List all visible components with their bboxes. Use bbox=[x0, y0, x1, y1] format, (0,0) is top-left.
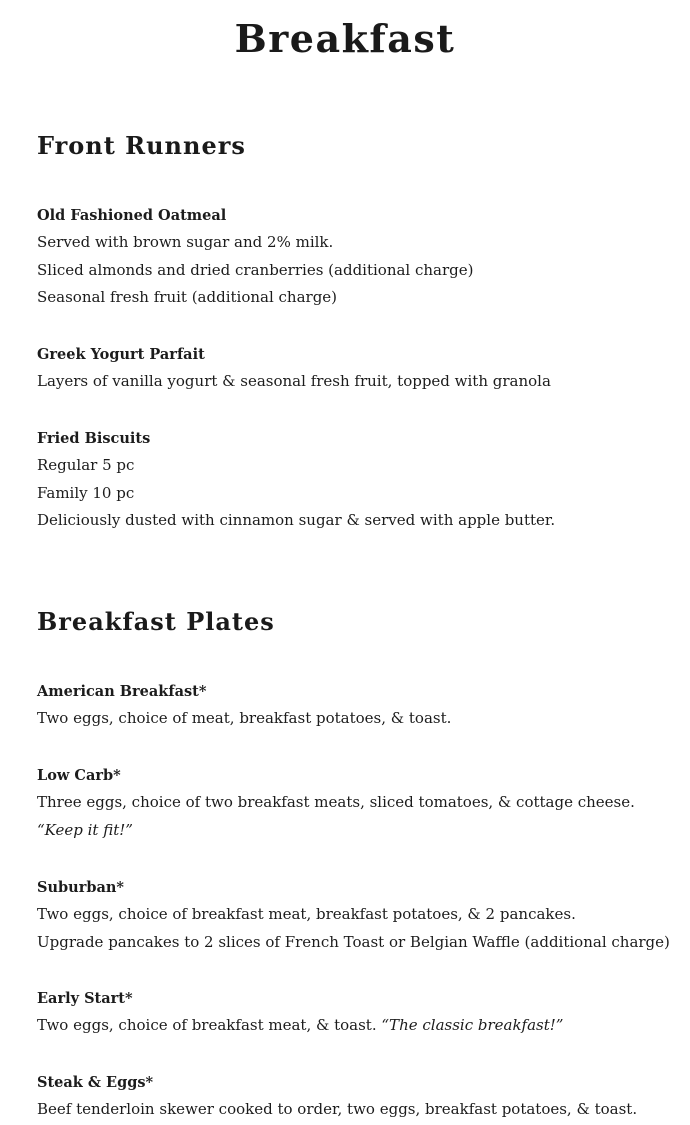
menu-item-description: Two eggs, choice of breakfast meat, breakfast potatoes, & 2 pancakes. bbox=[37, 905, 576, 923]
menu-item-tagline: “The classic breakfast!” bbox=[381, 1016, 564, 1034]
menu-item-description: Beef tenderloin skewer cooked to order, two eggs, breakfast potatoes, & toast. bbox=[37, 1100, 638, 1118]
menu-item-old-fashioned-oatmeal bbox=[37, 202, 677, 312]
menu-item-description: Served with brown sugar and 2% milk. bbox=[37, 233, 334, 251]
menu-item-description: Two eggs, choice of meat, breakfast potatoes, & toast. bbox=[37, 709, 452, 727]
menu-item-description: Upgrade pancakes to 2 slices of French Toast or Belgian Waffle (additional charge) bbox=[37, 932, 670, 951]
menu-item-name: Early Start* bbox=[37, 990, 133, 1007]
menu-item-low-carb bbox=[37, 762, 677, 844]
menu-item-description-text: Two eggs, choice of breakfast meat, & toast. bbox=[37, 1016, 377, 1034]
section-title-front-runners: Front Runners bbox=[37, 131, 246, 160]
menu-item-description bbox=[37, 1012, 677, 1040]
menu-item-early-start bbox=[37, 985, 677, 1040]
menu-item-name: Old Fashioned Oatmeal bbox=[37, 207, 227, 224]
menu-item-greek-yogurt-parfait bbox=[37, 341, 677, 396]
menu-item-name: Greek Yogurt Parfait bbox=[37, 346, 205, 363]
menu-item-fried-biscuits bbox=[37, 425, 677, 535]
menu-item-american-breakfast bbox=[37, 678, 677, 733]
menu-item-description: Family 10 pc bbox=[37, 483, 135, 502]
menu-item-name: American Breakfast* bbox=[37, 683, 207, 700]
menu-item-steak-and-eggs bbox=[37, 1069, 677, 1124]
menu-item-description: Seasonal fresh fruit (additional charge) bbox=[37, 288, 338, 306]
menu-item-description: Regular 5 pc bbox=[37, 456, 135, 474]
menu-item-description: Layers of vanilla yogurt & seasonal fresh fruit, topped with granola bbox=[37, 372, 551, 390]
menu-item-name: Fried Biscuits bbox=[37, 430, 151, 447]
menu-item-name: Steak & Eggs* bbox=[37, 1074, 154, 1091]
menu-item-name: Low Carb* bbox=[37, 767, 121, 784]
menu-item-name: Suburban* bbox=[37, 879, 124, 896]
menu-item-suburban bbox=[37, 874, 677, 956]
menu-item-description: Sliced almonds and dried cranberries (additional charge) bbox=[37, 260, 474, 279]
menu-item-description: Three eggs, choice of two breakfast meats, sliced tomatoes, & cottage cheese. bbox=[37, 793, 635, 811]
page-title: Breakfast bbox=[234, 16, 456, 61]
menu-item-description: Deliciously dusted with cinnamon sugar & served with apple butter. bbox=[37, 511, 556, 529]
section-title-breakfast-plates: Breakfast Plates bbox=[37, 607, 275, 636]
menu-item-tagline: “Keep it fit!” bbox=[37, 820, 133, 839]
